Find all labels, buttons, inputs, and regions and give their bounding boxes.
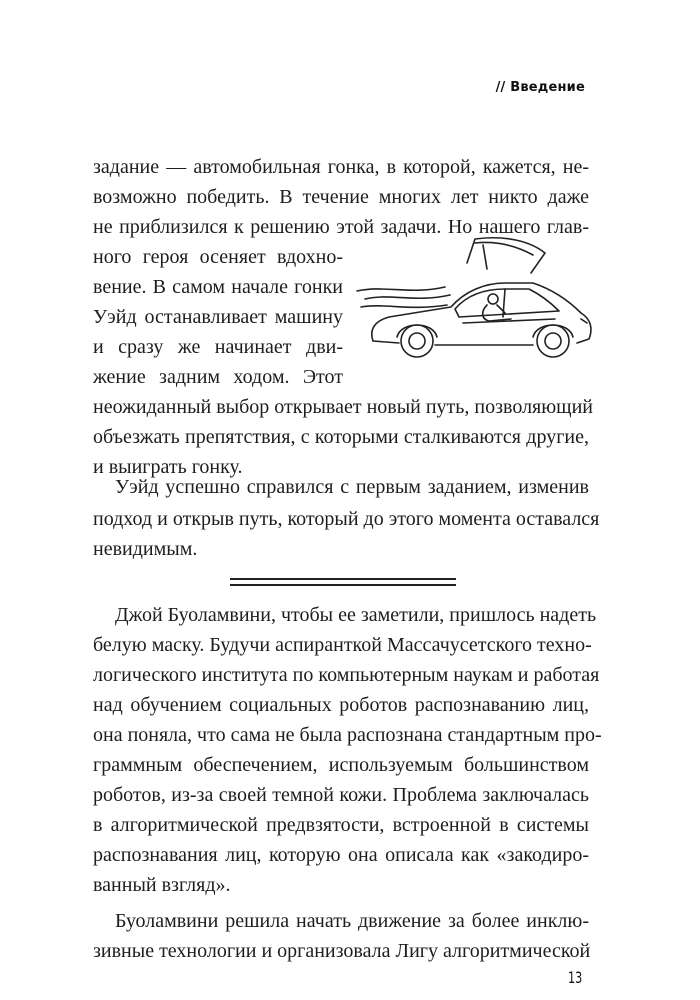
text-line: зивные технологии и организовала Лигу алгоритмической [93,940,591,962]
text-line: граммным обеспечением, используемым большинством [93,754,589,776]
page-number: 13 [568,968,583,987]
text-line: неожиданный выбор открывает новый путь, позволяющий [93,396,593,418]
text-line: объезжать препятствия, с которыми сталкиваются другие, [93,426,589,448]
car-illustration-icon [355,233,595,365]
text-line: в алгоритмической предвзятости, встроенной в системы [93,814,589,836]
text-line: вение. В самом начале гонки [93,276,343,298]
running-head: // Введение [495,80,585,95]
text-line: жение задним ходом. Этот [93,366,343,388]
text-line: Джой Буоламвини, чтобы ее заметили, пришлось надеть [115,604,597,626]
text-line: ного героя осеняет вдохно- [93,246,343,268]
text-line: распознавания лиц, которую она описала как «закодиро- [93,844,589,866]
text-line: и сразу же начинает дви- [93,336,343,358]
text-line: Уэйд успешно справился с первым заданием, изменив [115,476,589,498]
text-line: подход и открыв путь, который до этого момента оставался [93,508,600,530]
text-line: Уэйд останавливает машину [93,306,343,328]
text-line: возможно победить. В течение многих лет никто даже [93,186,589,208]
text-line: и выиграть гонку. [93,456,243,478]
text-line: логического института по компьютерным наукам и работая [93,664,600,686]
text-line: белую маску. Будучи аспиранткой Массачусетского техно- [93,634,592,656]
text-line: не приблизился к решению этой задачи. Но нашего глав- [93,216,589,238]
text-line: Буоламвини решила начать движение за более инклю- [115,910,589,932]
section-divider [230,578,456,590]
text-line: над обучением социальных роботов распознаванию лиц, [93,694,589,716]
text-line: невидимым. [93,538,198,560]
text-line: она поняла, что сама не была распознана стандартным про- [93,724,602,746]
text-line: задание — автомобильная гонка, в которой, кажется, не- [93,156,589,178]
text-line: роботов, из-за своей темной кожи. Проблема заключалась [93,784,589,806]
text-line: ванный взгляд». [93,874,231,896]
